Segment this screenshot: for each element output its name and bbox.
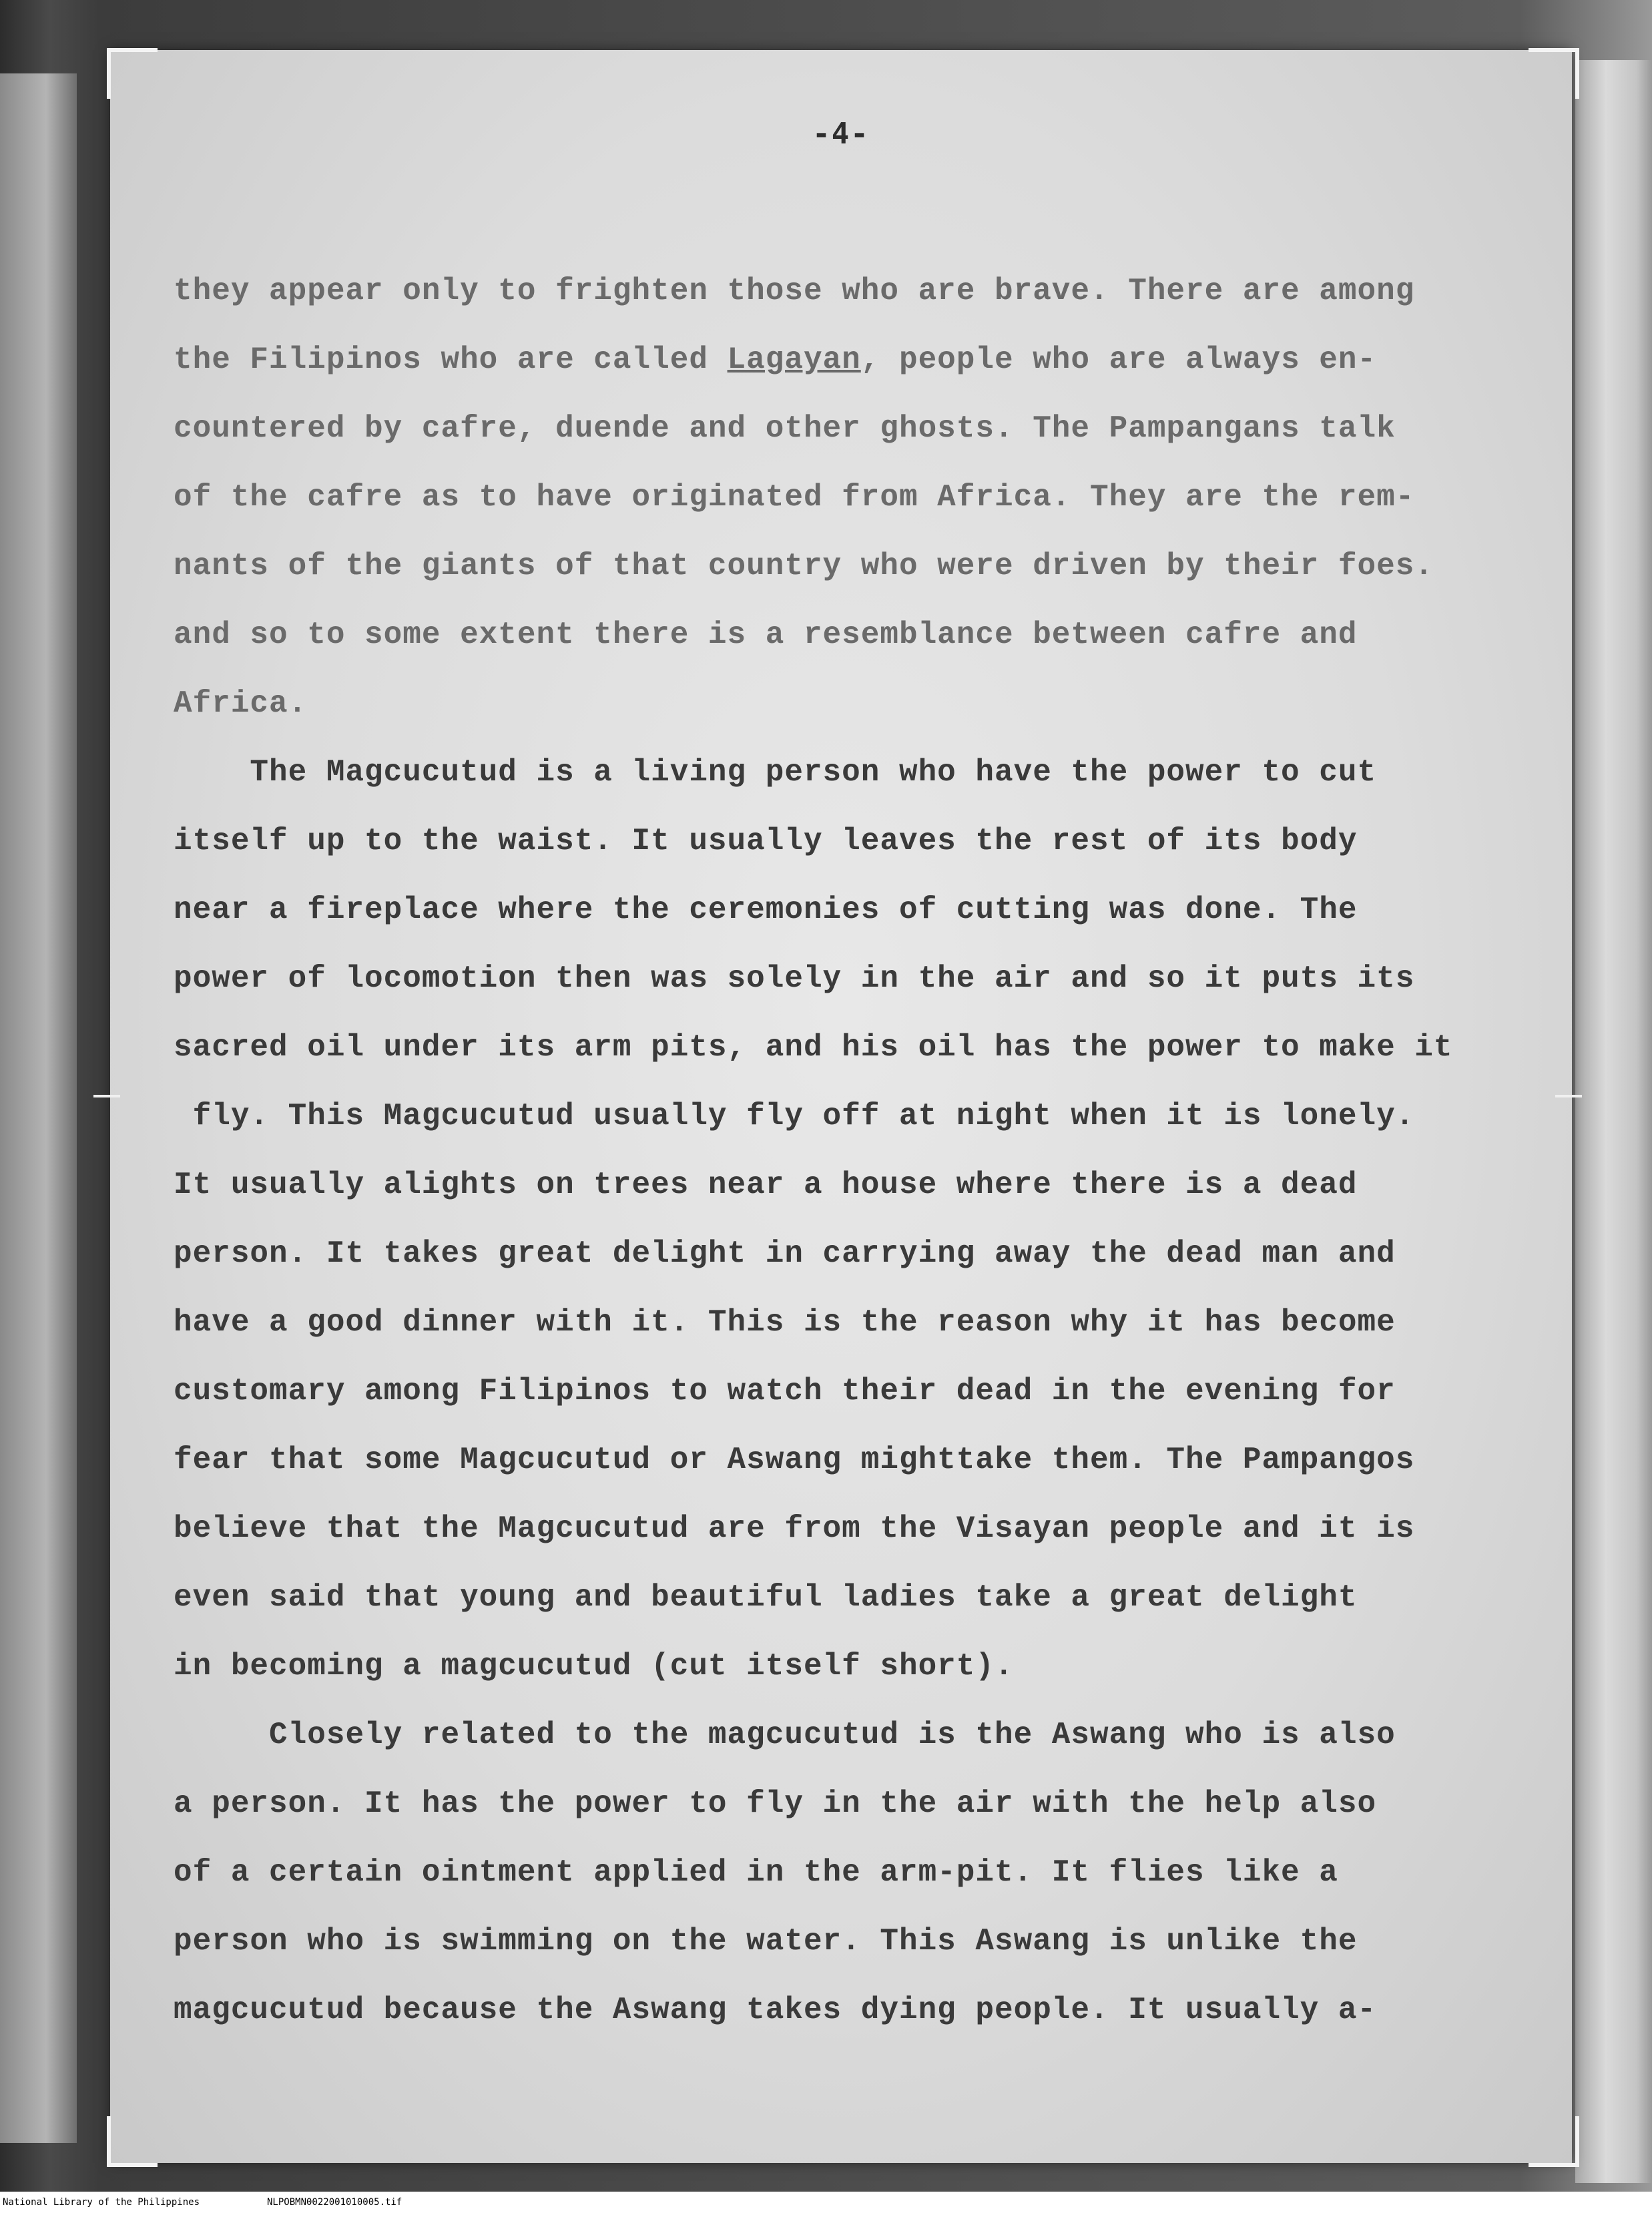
- document-page: [110, 50, 1572, 2163]
- line-text: itself up to the waist. It usually leaves the rest of its body: [174, 824, 1358, 858]
- text-line: [174, 1976, 1542, 2045]
- crop-corner-mark: [107, 48, 158, 99]
- text-line: [174, 1220, 1542, 1288]
- text-line: [174, 1082, 1542, 1151]
- line-text: person. It takes great delight in carrying away the dead man and: [174, 1236, 1396, 1271]
- line-text: sacred oil under its arm pits, and his oil has the power to make it: [174, 1030, 1453, 1065]
- crop-side-mark: [93, 1095, 120, 1097]
- line-text: fly. This Magcucutud usually fly off at night when it is lonely.: [174, 1099, 1415, 1134]
- line-text: nants of the giants of that country who were driven by their foes.: [174, 549, 1434, 583]
- page-body: [174, 257, 1542, 2045]
- text-line: [174, 1495, 1542, 1563]
- scan-filename: NLPOBMN0022001010005.tif: [267, 2197, 402, 2208]
- text-line: [174, 1357, 1542, 1426]
- line-text: they appear only to frighten those who are brave. There are among: [174, 274, 1415, 308]
- line-text: and so to some extent there is a resemblance between cafre and: [174, 618, 1358, 652]
- line-text: the Filipinos who are called: [174, 342, 728, 377]
- text-line: [174, 807, 1542, 876]
- line-text: power of locomotion then was solely in the air and so it puts its: [174, 961, 1415, 996]
- text-line: [174, 1151, 1542, 1220]
- text-line: [174, 1770, 1542, 1838]
- text-line: [174, 1013, 1542, 1082]
- library-name: National Library of the Philippines: [3, 2197, 200, 2208]
- line-text: The Magcucutud is a living person who have the power to cut: [174, 755, 1377, 790]
- line-text: in becoming a magcucutud (cut itself short).: [174, 1649, 1014, 1684]
- text-line: [174, 738, 1542, 807]
- line-text: even said that young and beautiful ladies take a great delight: [174, 1580, 1358, 1615]
- text-line: [174, 1632, 1542, 1701]
- text-line: [174, 670, 1542, 738]
- page-number: -4-: [812, 117, 870, 151]
- line-text: person who is swimming on the water. This Aswang is unlike the: [174, 1924, 1358, 1959]
- line-text: near a fireplace where the ceremonies of cutting was done. The: [174, 893, 1358, 927]
- line-text: , people who are always en-: [860, 342, 1377, 377]
- text-line: [174, 463, 1542, 532]
- line-text: have a good dinner with it. This is the reason why it has become: [174, 1305, 1396, 1340]
- text-line: [174, 601, 1542, 670]
- line-text: fear that some Magcucutud or Aswang mighttake them. The Pampangos: [174, 1443, 1415, 1477]
- scan-footer: [0, 2192, 1652, 2213]
- line-text: of the cafre as to have originated from Africa. They are the rem-: [174, 480, 1415, 515]
- crop-corner-mark: [107, 2116, 158, 2167]
- text-line: [174, 945, 1542, 1013]
- next-pages-edge: [1575, 60, 1652, 2183]
- text-line: [174, 1563, 1542, 1632]
- line-text: Closely related to the magcucutud is the Aswang who is also: [174, 1718, 1396, 1752]
- text-line: [174, 876, 1542, 945]
- line-text: magcucutud because the Aswang takes dying people. It usually a-: [174, 1993, 1377, 2027]
- crop-side-mark: [1555, 1095, 1582, 1097]
- text-line: [174, 326, 1542, 395]
- text-line: [174, 1426, 1542, 1495]
- crop-corner-mark: [1529, 48, 1579, 99]
- text-line: [174, 257, 1542, 326]
- text-line: [174, 1288, 1542, 1357]
- underlined-term: Lagayan: [727, 342, 861, 377]
- previous-page-edge: [0, 73, 77, 2143]
- line-text: customary among Filipinos to watch their dead in the evening for: [174, 1374, 1396, 1409]
- text-line: [174, 532, 1542, 601]
- crop-corner-mark: [1529, 2116, 1579, 2167]
- line-text: a person. It has the power to fly in the air with the help also: [174, 1786, 1377, 1821]
- text-line: [174, 1701, 1542, 1770]
- text-line: [174, 1907, 1542, 1976]
- line-text: It usually alights on trees near a house where there is a dead: [174, 1168, 1358, 1202]
- text-line: [174, 1838, 1542, 1907]
- line-text: Africa.: [174, 686, 308, 721]
- line-text: believe that the Magcucutud are from the Visayan people and it is: [174, 1511, 1415, 1546]
- text-line: [174, 395, 1542, 463]
- line-text: of a certain ointment applied in the arm-pit. It flies like a: [174, 1855, 1338, 1890]
- line-text: countered by cafre, duende and other ghosts. The Pampangans talk: [174, 411, 1396, 446]
